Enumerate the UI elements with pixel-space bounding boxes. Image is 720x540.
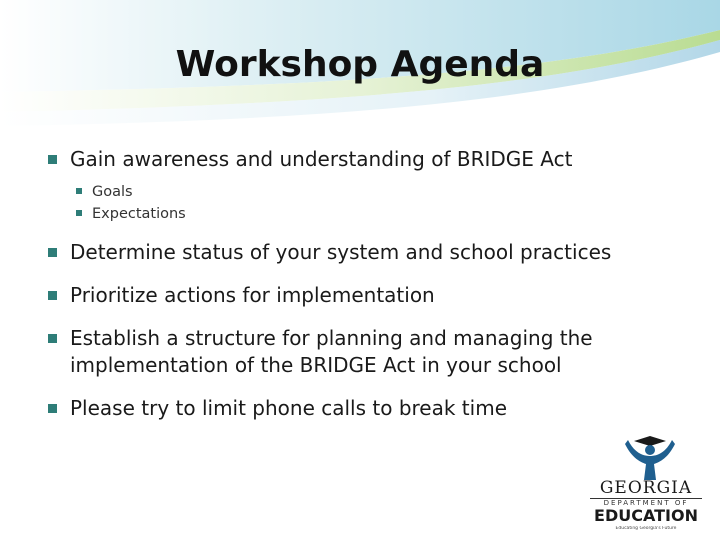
- bullet-square-icon: [48, 248, 57, 257]
- agenda-item: [48, 146, 688, 173]
- agenda-subitem: [48, 181, 688, 203]
- agenda-item: [48, 325, 670, 379]
- agenda-item: [48, 395, 688, 422]
- bullet-square-icon: [48, 155, 57, 164]
- logo-tagline: Educating Georgia's Future: [615, 526, 677, 531]
- slide-title: Workshop Agenda: [175, 44, 545, 85]
- graduate-figure-icon: [622, 434, 678, 480]
- bullet-square-icon: [76, 210, 82, 216]
- georgia-doe-logo: [580, 434, 710, 534]
- agenda-item-text: Please try to limit phone calls to break time: [70, 396, 507, 420]
- logo-department-text: DEPARTMENT OF: [590, 498, 702, 507]
- agenda-subitem-text: Goals: [92, 184, 133, 200]
- agenda-subitem-text: Expectations: [92, 206, 186, 222]
- bullet-square-icon: [48, 291, 57, 300]
- agenda-item-text: Prioritize actions for implementation: [70, 283, 435, 307]
- logo-education-text: EDUCATION: [594, 506, 698, 525]
- bullet-square-icon: [48, 404, 57, 413]
- logo-georgia-text: GEORGIA: [599, 478, 693, 498]
- bullet-square-icon: [76, 188, 82, 194]
- agenda-item-text: Determine status of your system and school practices: [70, 240, 612, 264]
- agenda-item-text: Establish a structure for planning and managing the implementation of the BRIDGE Act in your school: [70, 326, 593, 377]
- agenda-item-text: Gain awareness and understanding of BRIDGE Act: [70, 147, 573, 171]
- bullet-square-icon: [48, 334, 57, 343]
- agenda-subitem: [48, 203, 688, 225]
- agenda-item: [48, 239, 688, 266]
- agenda-item: [48, 282, 688, 309]
- agenda-list: [48, 146, 688, 422]
